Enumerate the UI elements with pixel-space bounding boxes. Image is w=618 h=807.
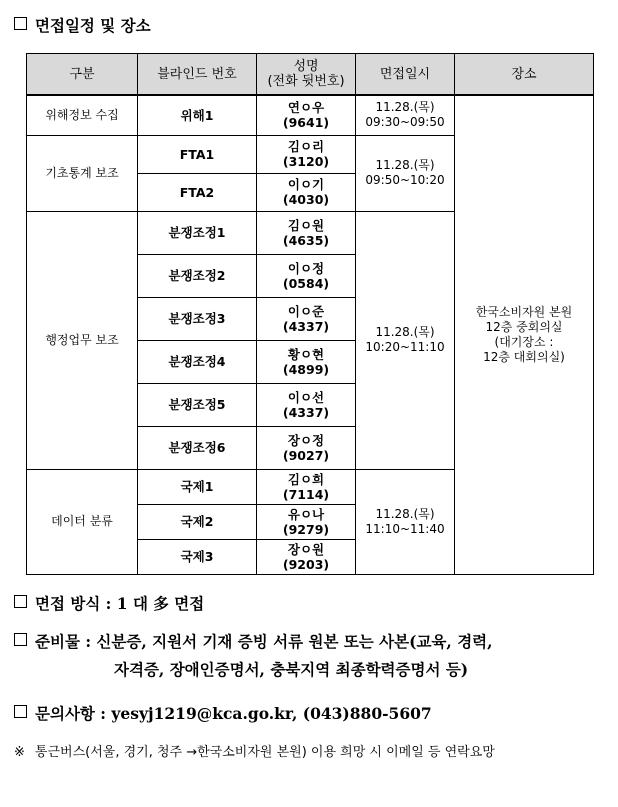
reference-mark-icon: ※ (14, 745, 25, 760)
datetime-cell (356, 95, 455, 135)
candidate-phone: (4337) (282, 318, 330, 334)
blind-no-cell: 분쟁조정5 (138, 383, 257, 426)
blind-no-cell: 분쟁조정1 (138, 211, 257, 254)
interview-time: 09:50~10:20 (365, 173, 445, 187)
blind-no-cell: 국제1 (138, 469, 257, 504)
blind-no-cell: FTA1 (138, 135, 257, 173)
blind-no-cell: 분쟁조정4 (138, 340, 257, 383)
prep-line-1: 준비물 : 신분증, 지원서 기재 증빙 서류 원본 또는 사본(교육, 경력, (35, 632, 493, 651)
header-name-sub: (전화 뒷번호) (267, 74, 345, 89)
section-heading-contact (14, 702, 432, 724)
candidate-name: 김ㅇ희 (287, 471, 325, 487)
name-cell (257, 135, 356, 173)
interview-time: 09:30~09:50 (365, 115, 445, 130)
candidate-name: 이ㅇ기 (287, 177, 325, 192)
header-location: 장소 (455, 54, 594, 96)
candidate-phone: (9641) (282, 115, 330, 131)
checkbox-square-icon (14, 633, 27, 646)
candidate-name: 장ㅇ정 (287, 432, 325, 448)
header-category: 구분 (27, 54, 138, 96)
commute-bus-note (14, 741, 599, 765)
name-cell (257, 539, 356, 574)
candidate-phone: (4899) (282, 361, 330, 377)
interview-date: 11.28.(목) (375, 100, 435, 115)
candidate-phone: (4635) (282, 232, 330, 248)
table-row (27, 95, 594, 135)
name-cell (257, 383, 356, 426)
section-title: 면접일정 및 장소 (35, 16, 151, 35)
location-line: 12층 대회의실) (483, 349, 565, 364)
candidate-name: 이ㅇ준 (287, 303, 325, 319)
interview-time: 10:20~11:10 (365, 340, 445, 354)
candidate-phone: (9279) (282, 521, 330, 537)
interview-time: 11:10~11:40 (365, 521, 445, 536)
category-cell: 데이터 분류 (27, 469, 138, 574)
blind-no-cell: 분쟁조정6 (138, 426, 257, 469)
datetime-cell (356, 135, 455, 211)
blind-no-cell: 분쟁조정3 (138, 297, 257, 340)
candidate-phone: (3120) (282, 154, 330, 169)
name-cell (257, 254, 356, 297)
location-cell (455, 95, 594, 574)
candidate-name: 김ㅇ리 (287, 139, 325, 154)
checkbox-square-icon (14, 705, 27, 718)
blind-no-cell: 분쟁조정2 (138, 254, 257, 297)
category-cell: 위해정보 수집 (27, 95, 138, 135)
name-cell (257, 426, 356, 469)
candidate-name: 이ㅇ선 (287, 389, 325, 405)
table-header-row (27, 54, 594, 96)
interview-date: 11.28.(목) (375, 506, 435, 521)
name-cell (257, 211, 356, 254)
candidate-phone: (9027) (282, 447, 330, 463)
section-heading-schedule (14, 14, 151, 36)
section-heading-interview-method (14, 592, 204, 614)
section-heading-prep (14, 630, 493, 680)
candidate-phone: (4030) (282, 192, 330, 207)
candidate-phone: (9203) (282, 556, 330, 572)
checkbox-square-icon (14, 595, 27, 608)
prep-line-2: 자격증, 장애인증명서, 충북지역 최종학력증명서 등) (114, 660, 469, 679)
candidate-phone: (7114) (282, 486, 330, 502)
name-cell (257, 173, 356, 211)
header-datetime: 면접일시 (356, 54, 455, 96)
header-blind-no: 블라인드 번호 (138, 54, 257, 96)
candidate-phone: (0584) (282, 275, 330, 291)
blind-no-cell: 위해1 (138, 95, 257, 135)
category-cell: 기초통계 보조 (27, 135, 138, 211)
candidate-name: 장ㅇ원 (287, 541, 325, 557)
candidate-phone: (4337) (282, 404, 330, 420)
candidate-name: 유ㅇ나 (287, 506, 325, 522)
blind-no-cell: 국제3 (138, 539, 257, 574)
note-text: 통근버스(서울, 경기, 청주 →한국소비자원 본원) 이용 희망 시 이메일 등 연락요망 (34, 745, 495, 760)
datetime-cell (356, 469, 455, 574)
candidate-name: 연ㅇ우 (287, 100, 325, 116)
location-line: 12층 중회의실 (485, 319, 563, 334)
candidate-name: 황ㅇ현 (287, 346, 325, 362)
header-name-label: 성명 (293, 59, 319, 74)
name-cell (257, 469, 356, 504)
datetime-cell (356, 211, 455, 469)
name-cell (257, 95, 356, 135)
name-cell (257, 340, 356, 383)
blind-no-cell: FTA2 (138, 173, 257, 211)
header-name (257, 54, 356, 96)
interview-date: 11.28.(목) (375, 325, 435, 339)
category-cell: 행정업무 보조 (27, 211, 138, 469)
name-cell (257, 504, 356, 539)
name-cell (257, 297, 356, 340)
interview-date: 11.28.(목) (375, 158, 435, 172)
checkbox-square-icon (14, 17, 27, 30)
interview-method-text: 면접 방식 : 1 대 多 면접 (35, 594, 205, 613)
schedule-table (26, 53, 594, 575)
location-line: 한국소비자원 본원 (475, 304, 573, 319)
location-line: (대기장소 : (494, 334, 554, 349)
candidate-name: 김ㅇ원 (287, 217, 325, 233)
candidate-name: 이ㅇ정 (287, 260, 325, 276)
blind-no-cell: 국제2 (138, 504, 257, 539)
contact-text: 문의사항 : yesyj1219@kca.go.kr, (043)880-5607 (35, 704, 432, 723)
